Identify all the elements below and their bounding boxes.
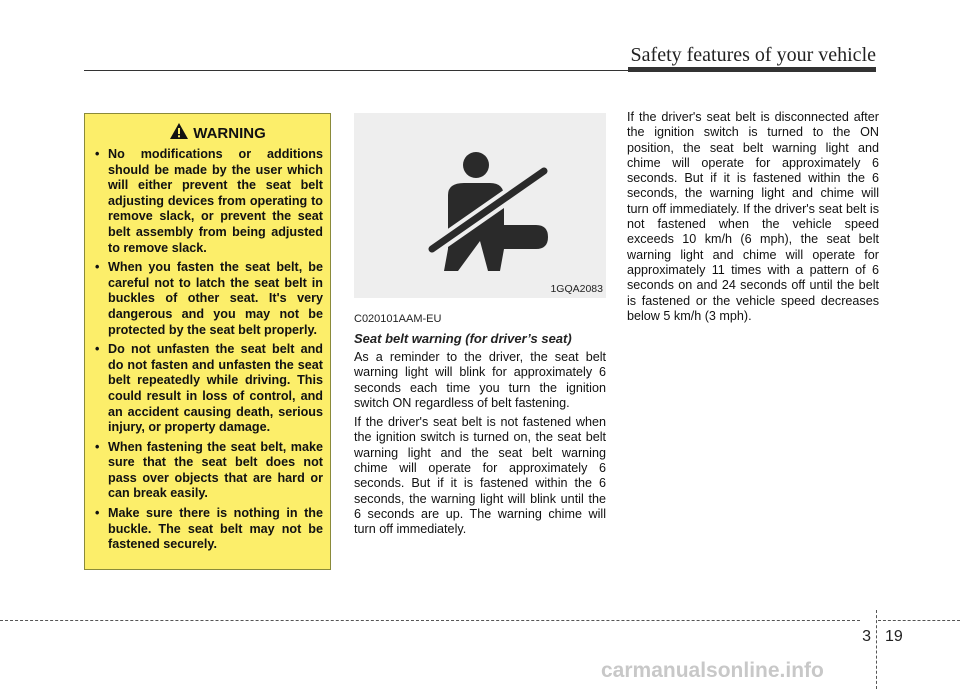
footer-divider bbox=[876, 610, 877, 689]
figure-code: 1GQA2083 bbox=[550, 283, 603, 295]
section-code: C020101AAM-EU bbox=[354, 313, 442, 325]
warning-triangle-icon bbox=[169, 122, 189, 145]
section-title: Safety features of your vehicle bbox=[630, 44, 876, 66]
warning-box bbox=[84, 113, 331, 570]
section-heading: Seat belt warning (for driver’s seat) bbox=[354, 331, 572, 346]
main-column bbox=[354, 313, 606, 542]
footer-rule bbox=[878, 620, 960, 622]
warning-item: • Do not unfasten the seat belt and do not fasten and unfasten the seat belt repeatedly while driving. This could result in loss of control, and an accident causing death, serious injury, or property damage. bbox=[94, 342, 323, 436]
warning-item: • When fastening the seat belt, make sure that the seat belt does not pass over objects that are hard or can break easily. bbox=[94, 440, 323, 502]
header-rule-accent bbox=[628, 67, 876, 72]
chapter-number: 3 bbox=[862, 628, 871, 645]
page-number: 19 bbox=[885, 628, 903, 645]
warning-item: • When you fasten the seat belt, be careful not to latch the seat belt in buckles of other seat. It's very dangerous and you may not be protected by the seat belt properly. bbox=[94, 260, 323, 338]
warning-title: WARNING bbox=[193, 124, 266, 142]
watermark: carmanualsonline.info bbox=[601, 659, 824, 682]
warning-item: • Make sure there is nothing in the buckle. The seat belt may not be fastened securely. bbox=[94, 506, 323, 553]
right-column bbox=[627, 110, 879, 328]
paragraph: If the driver's seat belt is disconnected after the ignition switch is turned to the ON position, the seat belt warning light and chime will operate for approximately 6 seconds. But if it is fastened within the 6 seconds, the warning light and chime will turn off immediately. If the driver's seat belt is not fastened when the vehicle speed exceeds 10 km/h (6 mph), the seat belt warning light and chime will operate for approximately 11 times with a pattern of 6 seconds on and 24 seconds off until the belt is fastened or the vehicle speed decreases below 5 km/h (3 mph). bbox=[627, 110, 879, 323]
paragraph: If the driver's seat belt is not fastened when the ignition switch is turned on, the seat belt warning light and the seat belt warning chime will operate for approximately 6 seconds. But if it is fastened within the 6 seconds, the warning light will blink until the 6 seconds are up. The warning chime will turn off immediately. bbox=[354, 415, 606, 537]
paragraph: As a reminder to the driver, the seat belt warning light will blink for approximately 6 seconds each time you turn the ignition switch ON regardless of belt fastening. bbox=[354, 350, 606, 410]
warning-header bbox=[112, 122, 323, 144]
warning-list bbox=[94, 147, 323, 553]
seat-belt-figure bbox=[354, 113, 606, 298]
warning-item: • No modifications or additions should be made by the user which will either prevent the seat belt adjusting devices from operating to remove slack, or prevent the seat belt assembly from being adjusted to remove slack. bbox=[94, 147, 323, 256]
footer-rule bbox=[0, 620, 860, 622]
